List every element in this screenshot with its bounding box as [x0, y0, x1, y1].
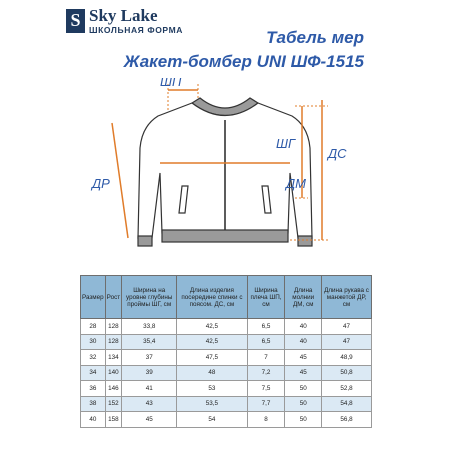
cell: 7,2 [247, 365, 285, 381]
brand-name: Sky Lake [89, 6, 158, 25]
cell: 158 [105, 412, 121, 428]
cell: 40 [285, 319, 322, 335]
table-row [81, 334, 372, 350]
cell: 128 [105, 334, 121, 350]
cell: 7 [247, 350, 285, 366]
label-shg: ШГ [276, 136, 296, 151]
header-height: Рост [105, 276, 121, 319]
header-shp: Ширина плеча ШП, см [247, 276, 285, 319]
cell: 37 [122, 350, 177, 366]
brand-subtitle: ШКОЛЬНАЯ ФОРМА [89, 25, 183, 35]
logo-mark-icon: S [66, 9, 85, 33]
table-row [81, 412, 372, 428]
cell: 7,5 [247, 381, 285, 397]
size-table [80, 275, 372, 428]
jacket-outline [138, 98, 312, 246]
cell: 8 [247, 412, 285, 428]
cell: 48 [177, 365, 247, 381]
cell: 50 [285, 396, 322, 412]
cell: 48,9 [321, 350, 371, 366]
cell: 53 [177, 381, 247, 397]
header-dm: Длина молнии ДМ, см [285, 276, 322, 319]
header-size: Размер [81, 276, 106, 319]
cell: 28 [81, 319, 106, 335]
cell: 54 [177, 412, 247, 428]
label-ds: ДС [328, 146, 347, 161]
cell: 40 [81, 412, 106, 428]
cell: 53,5 [177, 396, 247, 412]
header-shg: Ширина на уровне глубины проймы ШГ, см [122, 276, 177, 319]
cell: 41 [122, 381, 177, 397]
cell: 47,5 [177, 350, 247, 366]
cell: 34 [81, 365, 106, 381]
cell: 47 [321, 319, 371, 335]
cell: 30 [81, 334, 106, 350]
cell: 146 [105, 381, 121, 397]
cell: 50 [285, 381, 322, 397]
header-dr: Длина рукава с манжетой ДР, см [321, 276, 371, 319]
table-row [81, 396, 372, 412]
cell: 128 [105, 319, 121, 335]
cell: 39 [122, 365, 177, 381]
cell: 50 [285, 412, 322, 428]
cell: 50,8 [321, 365, 371, 381]
cell: 56,8 [321, 412, 371, 428]
cell: 6,5 [247, 319, 285, 335]
cell: 140 [105, 365, 121, 381]
cell: 152 [105, 396, 121, 412]
cell: 54,8 [321, 396, 371, 412]
table-row [81, 381, 372, 397]
jacket-measurement-diagram [90, 78, 360, 258]
cell: 6,5 [247, 334, 285, 350]
table-row [81, 365, 372, 381]
brand-logo [66, 7, 183, 35]
product-title: Жакет-бомбер UNI ШФ-1515 [123, 52, 364, 71]
cell: 40 [285, 334, 322, 350]
label-dm: ДМ [286, 176, 306, 191]
cell: 32 [81, 350, 106, 366]
label-shp: ШП [160, 78, 182, 89]
table-header-row [81, 276, 372, 319]
cell: 42,5 [177, 319, 247, 335]
header-ds: Длина изделия посередине спинки с поясом. ДС, см [177, 276, 247, 319]
cell: 45 [285, 350, 322, 366]
cell: 42,5 [177, 334, 247, 350]
cell: 38 [81, 396, 106, 412]
table-row [81, 350, 372, 366]
cell: 7,7 [247, 396, 285, 412]
logo-text [89, 7, 183, 35]
cell: 134 [105, 350, 121, 366]
label-dr: ДР [92, 176, 110, 191]
cell: 43 [122, 396, 177, 412]
cell: 35,4 [122, 334, 177, 350]
cell: 36 [81, 381, 106, 397]
cell: 33,8 [122, 319, 177, 335]
cell: 47 [321, 334, 371, 350]
cell: 45 [285, 365, 322, 381]
page-title: Табель мер [266, 28, 364, 47]
table-row [81, 319, 372, 335]
cell: 45 [122, 412, 177, 428]
cell: 52,8 [321, 381, 371, 397]
